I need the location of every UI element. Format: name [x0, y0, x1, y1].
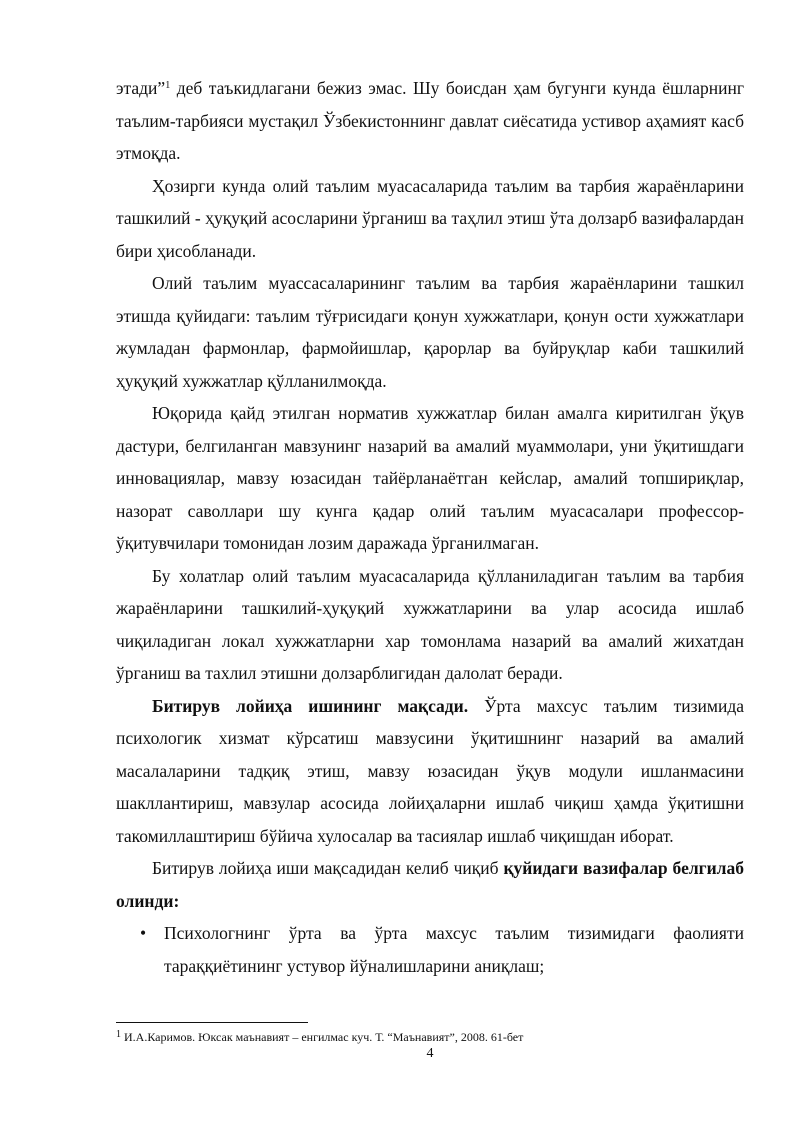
- task-list: [116, 917, 744, 982]
- paragraph-6-text: Ўрта махсус таълим тизимида психологик хизмат кўрсатиш мавзусини ўқитишнинг назарий ва амалий масалаларини тадқиқ этиш, мавзу юзасидан ўқув модули ишланмасини шакллантириш, мавзулар асосида лойиҳаларни ишлаб чиқиш ҳамда ўқитишни такомиллаштириш бўйича хулосалар ва тасиялар ишлаб чиқишдан иборат.: [116, 695, 744, 846]
- paragraph-3: Олий таълим муассасаларининг таълим ва тарбия жараёнларини ташкил этишда қуйидаги: таълим тўғрисидаги қонун хужжатлари, қонун ости хужжатлари жумладан фармонлар, фармойишлар, қарорлар ва буйруқлар каби ташкилий ҳуқуқий хужжатлар қўлланилмоқда.: [116, 273, 744, 391]
- paragraph-5: Бу холатлар олий таълим муасасаларида қўлланиладиган таълим ва тарбия жараёнларини ташкилий-ҳуқуқий хужжатларини ва улар асосида ишлаб чиқиладиган локал хужжатларни хар томонлама назарий ва амалий жихатдан ўрганиш ва тахлил этишни долзарблигидан далолат беради.: [116, 565, 744, 683]
- paragraph-2: Ҳозирги кунда олий таълим муасасаларида таълим ва тарбия жараёнларини ташкилий - ҳуқуқий асосларини ўрганиш ва таҳлил этиш ўта долзарб вазифалардан бири ҳисобланади.: [116, 175, 744, 261]
- paragraph-1-start: этади”: [116, 78, 166, 98]
- goal-heading: Битирув лойиҳа ишининг мақсади.: [152, 695, 469, 716]
- task-list-item: [116, 917, 744, 982]
- paragraph-4: Юқорида қайд этилган норматив хужжатлар билан амалга киритилган ўқув дастури, белгиланган мавзунинг назарий ва амалий муаммолари, уни ўқитишдаги инновациялар, мавзу юзасидан тайёрланаётган кейслар, амалий топшириқлар, назорат саволлари шу кунга қадар олий таълим муасасалари профессор-ўқитувчилари томонидан лозим даражада ўрганилмаган.: [116, 403, 744, 553]
- paragraph-6: [116, 690, 744, 853]
- page-number: 4: [426, 1046, 434, 1061]
- footnote-divider: [116, 1022, 308, 1023]
- paragraph-1-rest: деб таъкидлагани бежиз эмас. Шу боисдан ҳам бугунги кунда ёшларнинг таълим-тарбияси мустақил Ўзбекистоннинг давлат сиёсатида устивор аҳамият касб этмоқда.: [116, 78, 744, 163]
- body-text: [116, 72, 744, 982]
- paragraph-7: [116, 852, 744, 917]
- footnote-number: 1: [116, 1029, 121, 1040]
- footnote-reference[interactable]: 1: [165, 80, 171, 91]
- task-list-item-text: Психологнинг ўрта ва ўрта махсус таълим тизимидаги фаолияти тараққиётининг устувор йўналишларини аниқлаш;: [164, 923, 744, 976]
- paragraph-7-text: Битирув лойиҳа иши мақсадидан келиб чиқиб: [152, 858, 504, 878]
- footnote-text: И.А.Каримов. Юксак маънавият – енгилмас куч. Т. “Маънавият”, 2008. 61-бет: [121, 1030, 524, 1044]
- bullet-icon: •: [140, 923, 147, 943]
- tasks-heading: қуйидаги вазифалар белгилаб олинди:: [116, 858, 744, 911]
- footnote: [116, 1030, 744, 1044]
- paragraph-1: [116, 72, 744, 170]
